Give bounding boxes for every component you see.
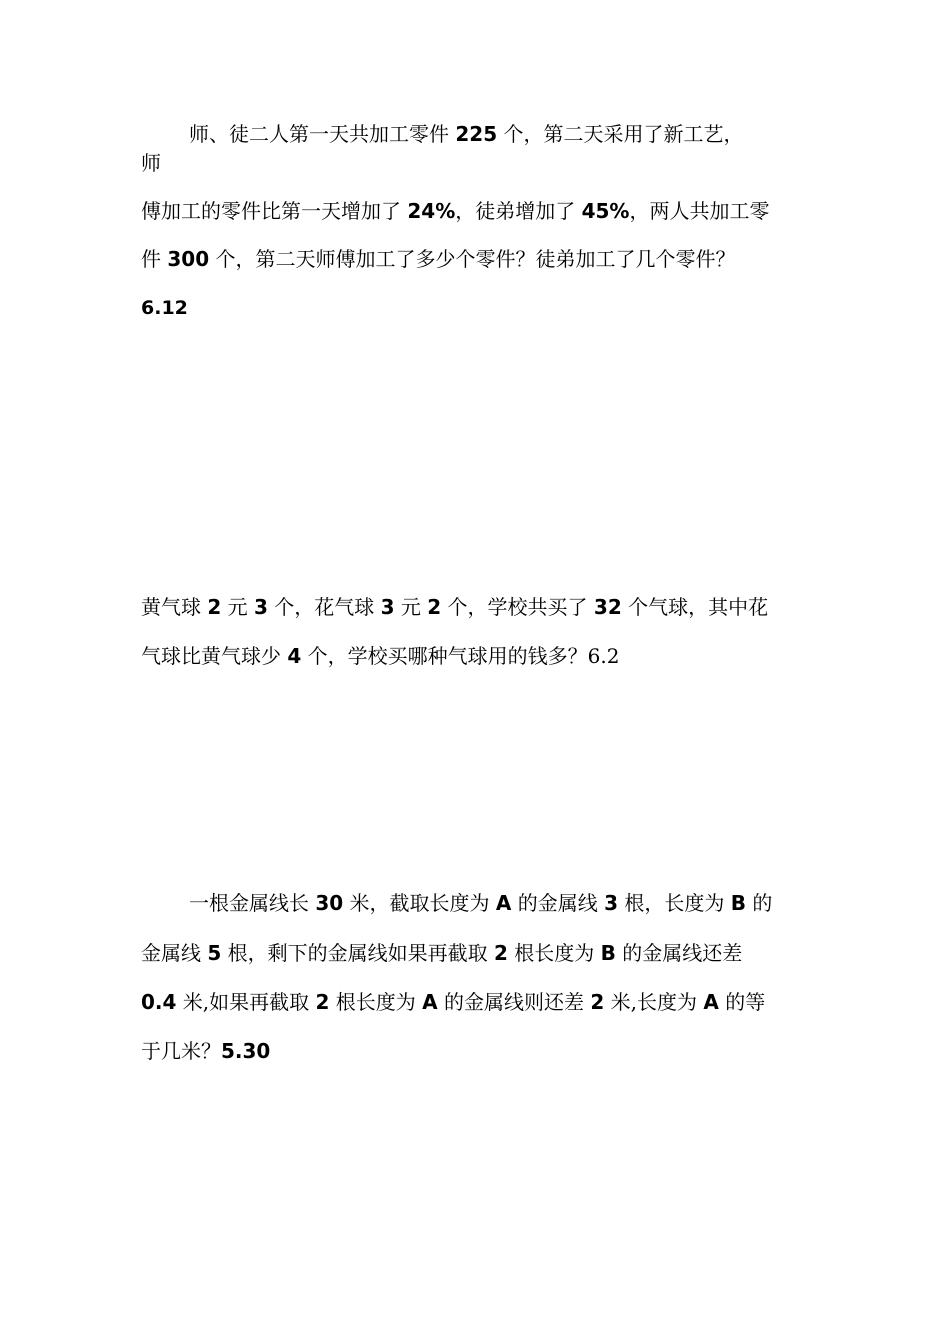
- problem-1-line-2: 师: [141, 151, 161, 175]
- problem-1-line-1: 师、徒二人第一天共加工零件 225 个，第二天采用了新工艺，: [189, 122, 744, 146]
- problem-3-line-2: 金属线 5 根，剩下的金属线如果再截取 2 根长度为 B 的金属线还差: [141, 941, 743, 965]
- problem-3-line-3: 0.4 米,如果再截取 2 根长度为 A 的金属线则还差 2 米,长度为 A 的等: [141, 990, 766, 1014]
- problem-1-answer: 6.12: [141, 297, 188, 319]
- problem-3-line-4: 于几米？5.30: [141, 1039, 271, 1063]
- problem-3-line-1: 一根金属线长 30 米，截取长度为 A 的金属线 3 根，长度为 B 的: [189, 891, 773, 915]
- problem-2-line-1: 黄气球 2 元 3 个，花气球 3 元 2 个，学校共买了 32 个气球，其中花: [141, 595, 769, 619]
- problem-2-line-2: 气球比黄气球少 4 个，学校买哪种气球用的钱多？6.2: [141, 644, 620, 668]
- problem-1-line-4: 件 300 个，第二天师傅加工了多少个零件？徒弟加工了几个零件？: [141, 247, 736, 271]
- problem-1-line-3: 傅加工的零件比第一天增加了 24%，徒弟增加了 45%，两人共加工零: [141, 199, 770, 223]
